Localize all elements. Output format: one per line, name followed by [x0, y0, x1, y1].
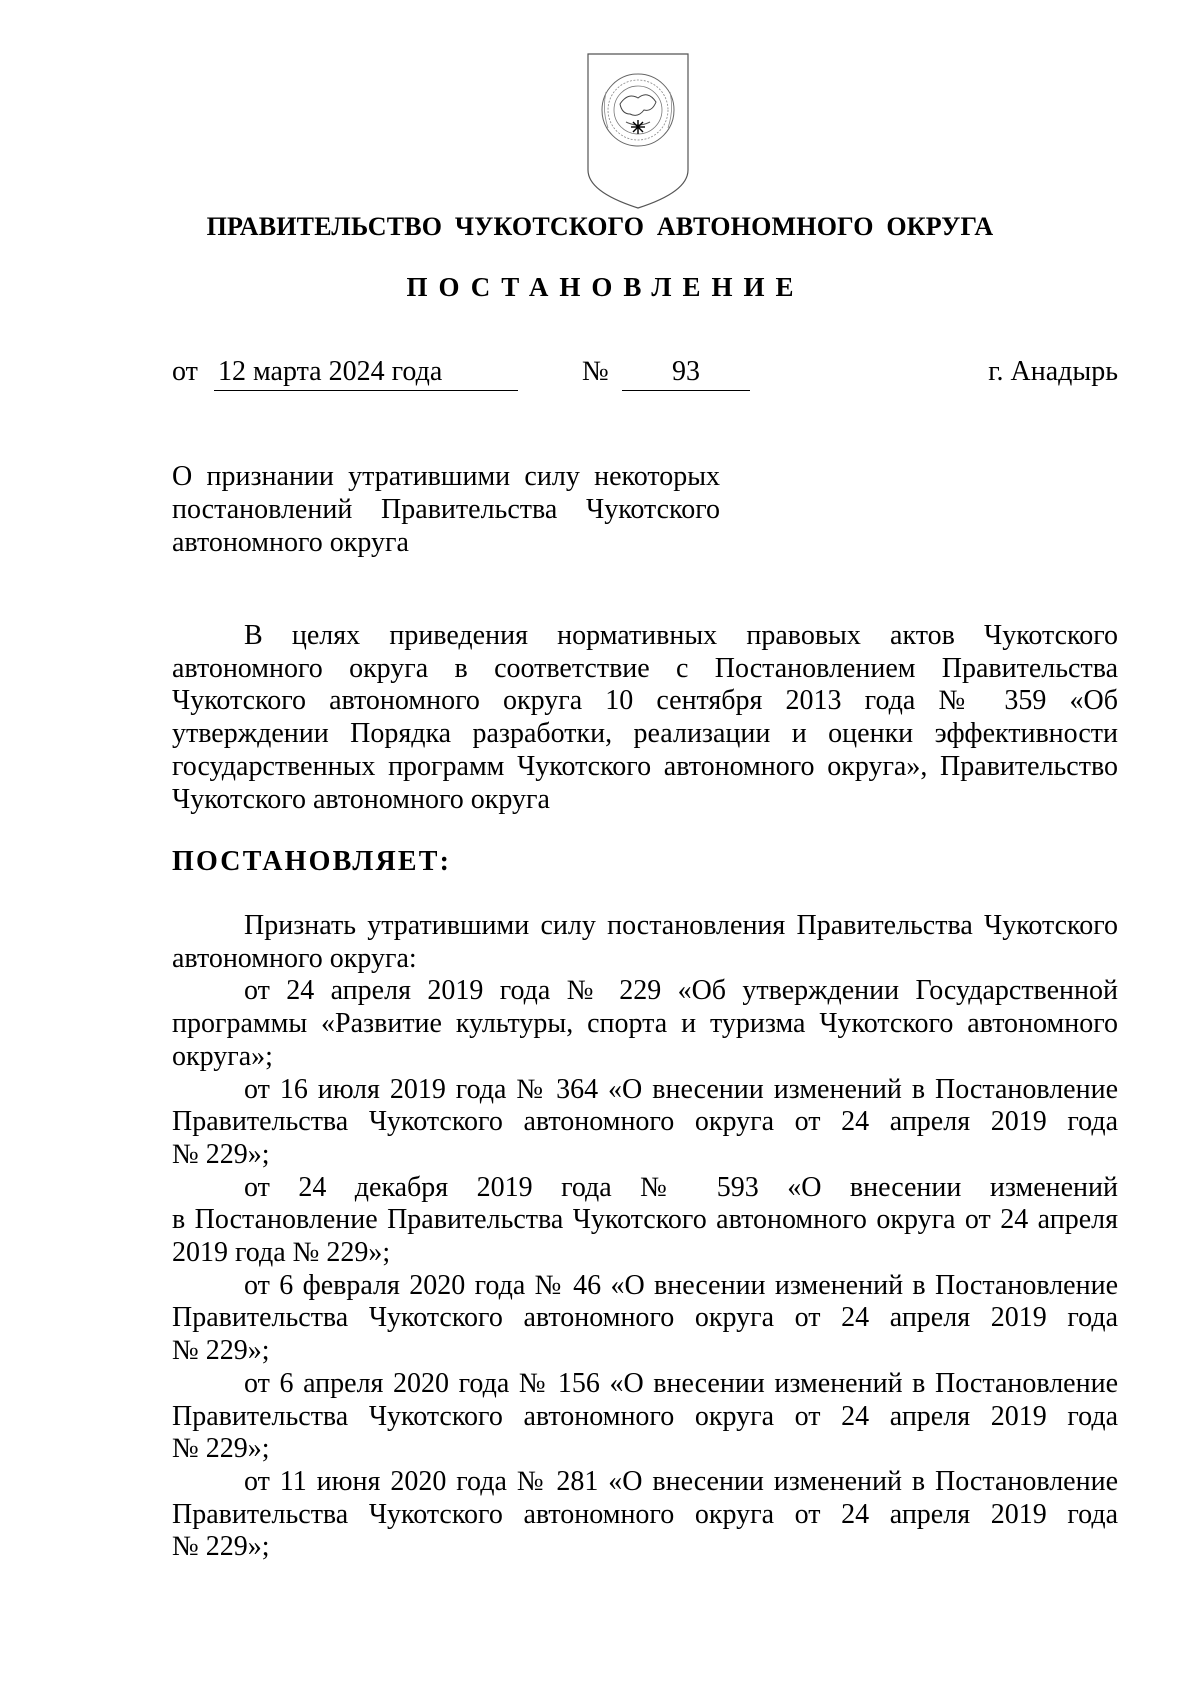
- operative-line: Правительства Чукотского автономного округа от 24 апреля 2019 года: [172, 1106, 1118, 1138]
- preamble-line: Чукотского автономного округа 10 сентября 2013 года № 359 «Об: [172, 685, 1118, 717]
- preamble-line: В целях приведения нормативных правовых актов Чукотского: [244, 620, 1118, 651]
- operative-line: Правительства Чукотского автономного округа от 24 апреля 2019 года: [172, 1498, 1118, 1530]
- operative-line: от 24 апреля 2019 года № 229 «Об утверждении Государственной: [244, 975, 1118, 1007]
- operative-line: Признать утратившими силу постановления Правительства Чукотского: [244, 910, 1118, 941]
- operative-line: от 6 февраля 2020 года № 46 «О внесении изменений в Постановление: [244, 1269, 1118, 1301]
- operative-line: 2019 года № 229»;: [172, 1237, 391, 1269]
- operative-line: от 24 декабря 2019 года № 593 «О внесении изменений: [244, 1171, 1118, 1203]
- document-meta-row: [172, 356, 1118, 394]
- number-sign: №: [582, 356, 609, 387]
- operative-line: округа»;: [172, 1040, 273, 1072]
- operative-line: от 11 июня 2020 года № 281 «О внесении изменений в Постановление: [244, 1465, 1118, 1497]
- operative-line: в Постановление Правительства Чукотского автономного округа от 24 апреля: [172, 1204, 1118, 1236]
- operative-line: автономного округа:: [172, 942, 417, 974]
- document-type-title: ПОСТАНОВЛЕНИЕ: [406, 272, 805, 302]
- subject-line: автономного округа: [172, 527, 409, 558]
- organization-name: ПРАВИТЕЛЬСТВО ЧУКОТСКОГО АВТОНОМНОГО ОКРУГА: [206, 212, 994, 241]
- date-prefix: от: [172, 356, 198, 387]
- operative-line: № 229»;: [172, 1138, 270, 1170]
- document-city: г. Анадырь: [988, 356, 1118, 387]
- resolve-heading: ПОСТАНОВЛЯЕТ:: [172, 846, 452, 877]
- number-underline: [622, 390, 750, 391]
- preamble-line: государственных программ Чукотского автономного округа», Правительство: [172, 750, 1118, 782]
- operative-line: от 6 апреля 2020 года № 156 «О внесении изменений в Постановление: [244, 1367, 1118, 1399]
- operative-line: Правительства Чукотского автономного округа от 24 апреля 2019 года: [172, 1400, 1118, 1432]
- document-date: 12 марта 2024 года: [218, 356, 443, 387]
- operative-line: № 229»;: [172, 1335, 270, 1367]
- subject-line: О признании утратившими силу некоторых: [172, 461, 720, 492]
- document-subject: [172, 460, 720, 559]
- date-underline: [214, 390, 518, 391]
- operative-line: программы «Развитие культуры, спорта и туризма Чукотского автономного: [172, 1008, 1118, 1040]
- document-number: 93: [672, 356, 700, 387]
- operative-line: № 229»;: [172, 1531, 270, 1563]
- subject-line: постановлений Правительства Чукотского: [172, 494, 720, 525]
- operative-section: [172, 910, 1118, 1564]
- preamble-line: утверждении Порядка разработки, реализации и оценки эффективности: [172, 718, 1118, 750]
- operative-line: № 229»;: [172, 1433, 270, 1465]
- preamble-line: Чукотского автономного округа: [172, 783, 550, 815]
- preamble-line: автономного округа в соответствие с Постановлением Правительства: [172, 652, 1118, 684]
- operative-line: Правительства Чукотского автономного округа от 24 апреля 2019 года: [172, 1302, 1118, 1334]
- coat-of-arms-emblem: [586, 52, 690, 210]
- operative-line: от 16 июля 2019 года № 364 «О внесении изменений в Постановление: [244, 1073, 1118, 1105]
- preamble-paragraph: [172, 620, 1118, 816]
